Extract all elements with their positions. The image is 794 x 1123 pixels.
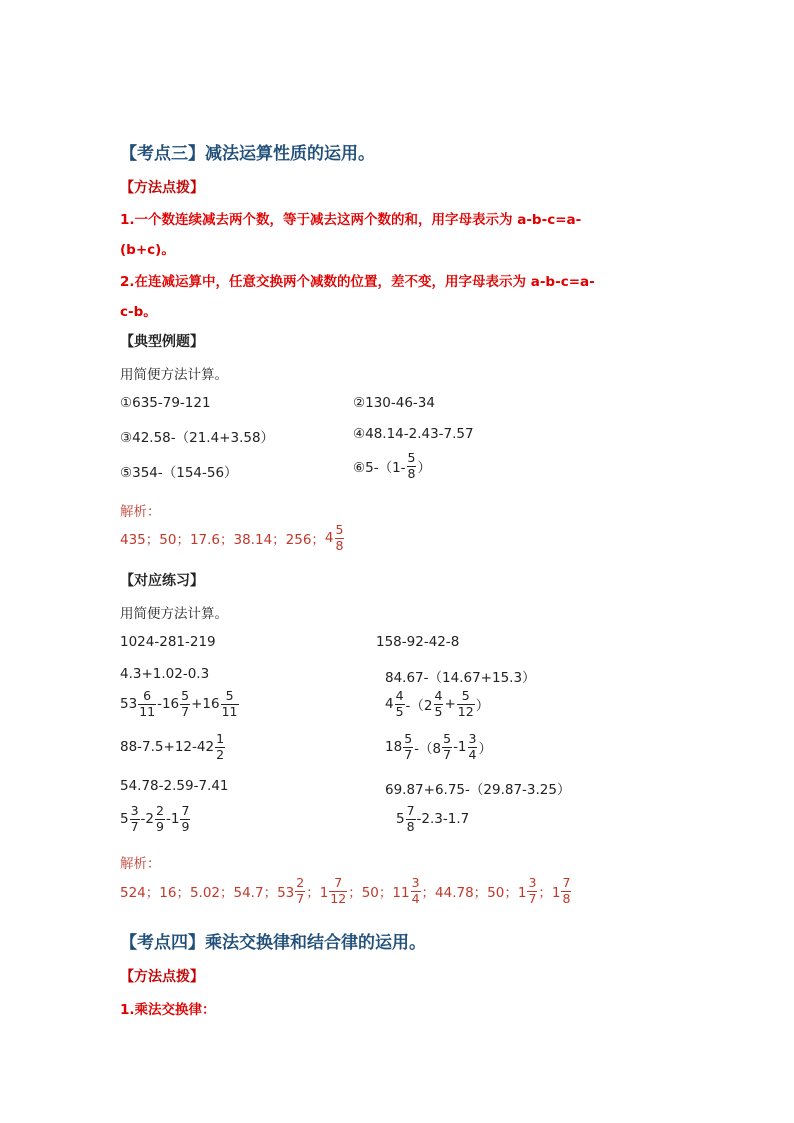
denominator: 5: [395, 703, 404, 719]
practice-10: 69.87+6.75-（29.87-3.25）: [385, 782, 571, 798]
section3-title: 【考点三】减法运算性质的运用。: [120, 144, 375, 164]
practice-heading: 【对应练习】: [120, 573, 204, 589]
example-heading: 【典型例题】: [120, 334, 204, 350]
operator-text: +16: [191, 696, 220, 712]
operator-text: +: [444, 696, 456, 712]
example-6-suffix: ）: [417, 460, 431, 476]
practice-8: [385, 733, 492, 761]
numerator: 3: [468, 731, 477, 746]
practice-9: 54.78-2.59-7.41: [120, 778, 229, 794]
denominator: 7: [404, 746, 413, 762]
denominator: 12: [457, 703, 474, 719]
denominator: 4: [468, 746, 477, 762]
whole-number: 53: [120, 696, 138, 712]
operator-text: -2.3-1.7: [416, 811, 470, 827]
denominator: 9: [181, 818, 190, 834]
example-5: ⑤354-（154-56）: [120, 465, 238, 481]
operator-text: ）: [475, 698, 490, 714]
example-3: ③42.58-（21.4+3.58）: [120, 430, 275, 446]
numerator: 6: [143, 688, 152, 703]
operator-text: -1: [453, 739, 467, 755]
practice-12: [396, 805, 469, 833]
numerator: 1: [216, 731, 225, 746]
numerator: 5: [335, 522, 344, 537]
operator-text: -2: [140, 811, 155, 827]
numerator: 3: [528, 875, 537, 890]
operator-text: -16: [157, 696, 180, 712]
fraction: [138, 690, 156, 718]
answer-text: 524；16；5.02；54.7；53: [120, 885, 295, 901]
operator-text: -（8: [414, 741, 442, 757]
denominator: 8: [335, 537, 344, 553]
answer-text: ；1: [538, 885, 561, 901]
example-6-prefix: ⑥5-（1-: [353, 460, 406, 476]
numerator: 5: [461, 688, 470, 703]
answer-text: ；50；11: [348, 885, 410, 901]
practice-7: [120, 733, 226, 761]
numerator: 4: [434, 688, 443, 703]
denominator: 5: [434, 703, 443, 719]
numerator: 2: [156, 803, 164, 818]
numerator: 3: [411, 875, 420, 890]
whole-number: 4: [385, 696, 394, 712]
denominator: 2: [216, 746, 225, 762]
fraction: [407, 452, 417, 480]
denominator: 7: [528, 890, 537, 906]
numerator: 5: [181, 688, 190, 703]
rule1-line2: (b+c)。: [120, 242, 175, 258]
fraction: [130, 805, 140, 833]
fraction: [180, 690, 190, 718]
numerator: 5: [443, 731, 452, 746]
denominator: 7: [296, 890, 305, 906]
rule2-line1: 2.在连减运算中，任意交换两个减数的位置，差不变，用字母表示为 a-b-c=a-: [120, 274, 595, 290]
denominator: 11: [139, 703, 156, 719]
example-4: ④48.14-2.43-7.57: [353, 426, 474, 442]
practice-3: 4.3+1.02-0.3: [120, 666, 210, 682]
rule2-line2: c-b。: [120, 304, 157, 320]
numerator: 5: [404, 731, 413, 746]
whole-number: 18: [385, 739, 403, 755]
operator-text: -（2: [405, 698, 433, 714]
denominator: 11: [221, 703, 238, 719]
fraction: [442, 733, 452, 761]
answer-whole: 4: [324, 530, 334, 546]
denominator: 4: [411, 890, 420, 906]
denominator: 8: [407, 465, 416, 481]
fraction: [180, 805, 190, 833]
fraction: [434, 690, 444, 718]
analysis-label: 解析：: [120, 504, 161, 520]
method-heading: 【方法点拨】: [120, 180, 204, 196]
denominator: 9: [156, 818, 164, 834]
fraction: [411, 877, 421, 905]
practice-5: [120, 690, 240, 718]
answer-text: ；1: [306, 885, 329, 901]
practice-11: [120, 805, 191, 833]
fraction: [329, 877, 347, 905]
practice-2: 158-92-42-8: [376, 634, 460, 650]
operator-text: -1: [165, 811, 180, 827]
numerator: 7: [406, 803, 415, 818]
denominator: 7: [443, 746, 452, 762]
fraction: [155, 805, 165, 833]
answer-line-2: [120, 877, 572, 905]
fraction: [457, 690, 475, 718]
fraction: [215, 733, 225, 761]
section4-rule1: 1.乘法交换律：: [120, 1002, 216, 1018]
fraction: [406, 805, 416, 833]
rule1-line1: 1.一个数连续减去两个数，等于减去这两个数的和，用字母表示为 a-b-c=a-: [120, 212, 582, 228]
denominator: 12: [330, 890, 347, 906]
method-heading-2: 【方法点拨】: [120, 969, 204, 985]
analysis-label-2: 解析：: [120, 856, 161, 872]
numerator: 7: [562, 875, 571, 890]
numerator: 5: [407, 450, 416, 465]
practice-4: 84.67-（14.67+15.3）: [385, 670, 536, 686]
denominator: 8: [406, 818, 415, 834]
fraction: [403, 733, 413, 761]
denominator: 7: [181, 703, 190, 719]
operator-text: ）: [478, 741, 492, 757]
numerator: 7: [334, 875, 343, 890]
example-6: [353, 452, 431, 480]
numerator: 2: [296, 875, 305, 890]
fraction: [561, 877, 571, 905]
practice-1: 1024-281-219: [120, 634, 216, 650]
example-instruction: 用简便方法计算。: [120, 367, 228, 383]
practice-6: [385, 690, 489, 718]
numerator: 5: [225, 688, 234, 703]
numerator: 3: [130, 803, 139, 818]
fraction: [395, 690, 405, 718]
denominator: 8: [562, 890, 571, 906]
section4-title: 【考点四】乘法交换律和结合律的运用。: [120, 933, 426, 953]
fraction: [221, 690, 239, 718]
fraction: [468, 733, 478, 761]
expression-text: 88-7.5+12-42: [120, 739, 215, 755]
fraction: [335, 524, 345, 552]
example-2: ②130-46-34: [353, 395, 435, 411]
numerator: 4: [395, 688, 404, 703]
fraction: [295, 877, 305, 905]
answer-text: ；44.78；50；1: [421, 885, 527, 901]
whole-number: 5: [396, 811, 405, 827]
practice-instruction: 用简便方法计算。: [120, 606, 228, 622]
answer-line: [120, 524, 345, 552]
whole-number: 5: [120, 811, 129, 827]
answer-text: 435；50；17.6；38.14；256；: [120, 532, 325, 548]
numerator: 7: [181, 803, 190, 818]
denominator: 7: [130, 818, 139, 834]
fraction: [527, 877, 537, 905]
example-1: ①635-79-121: [120, 395, 211, 411]
